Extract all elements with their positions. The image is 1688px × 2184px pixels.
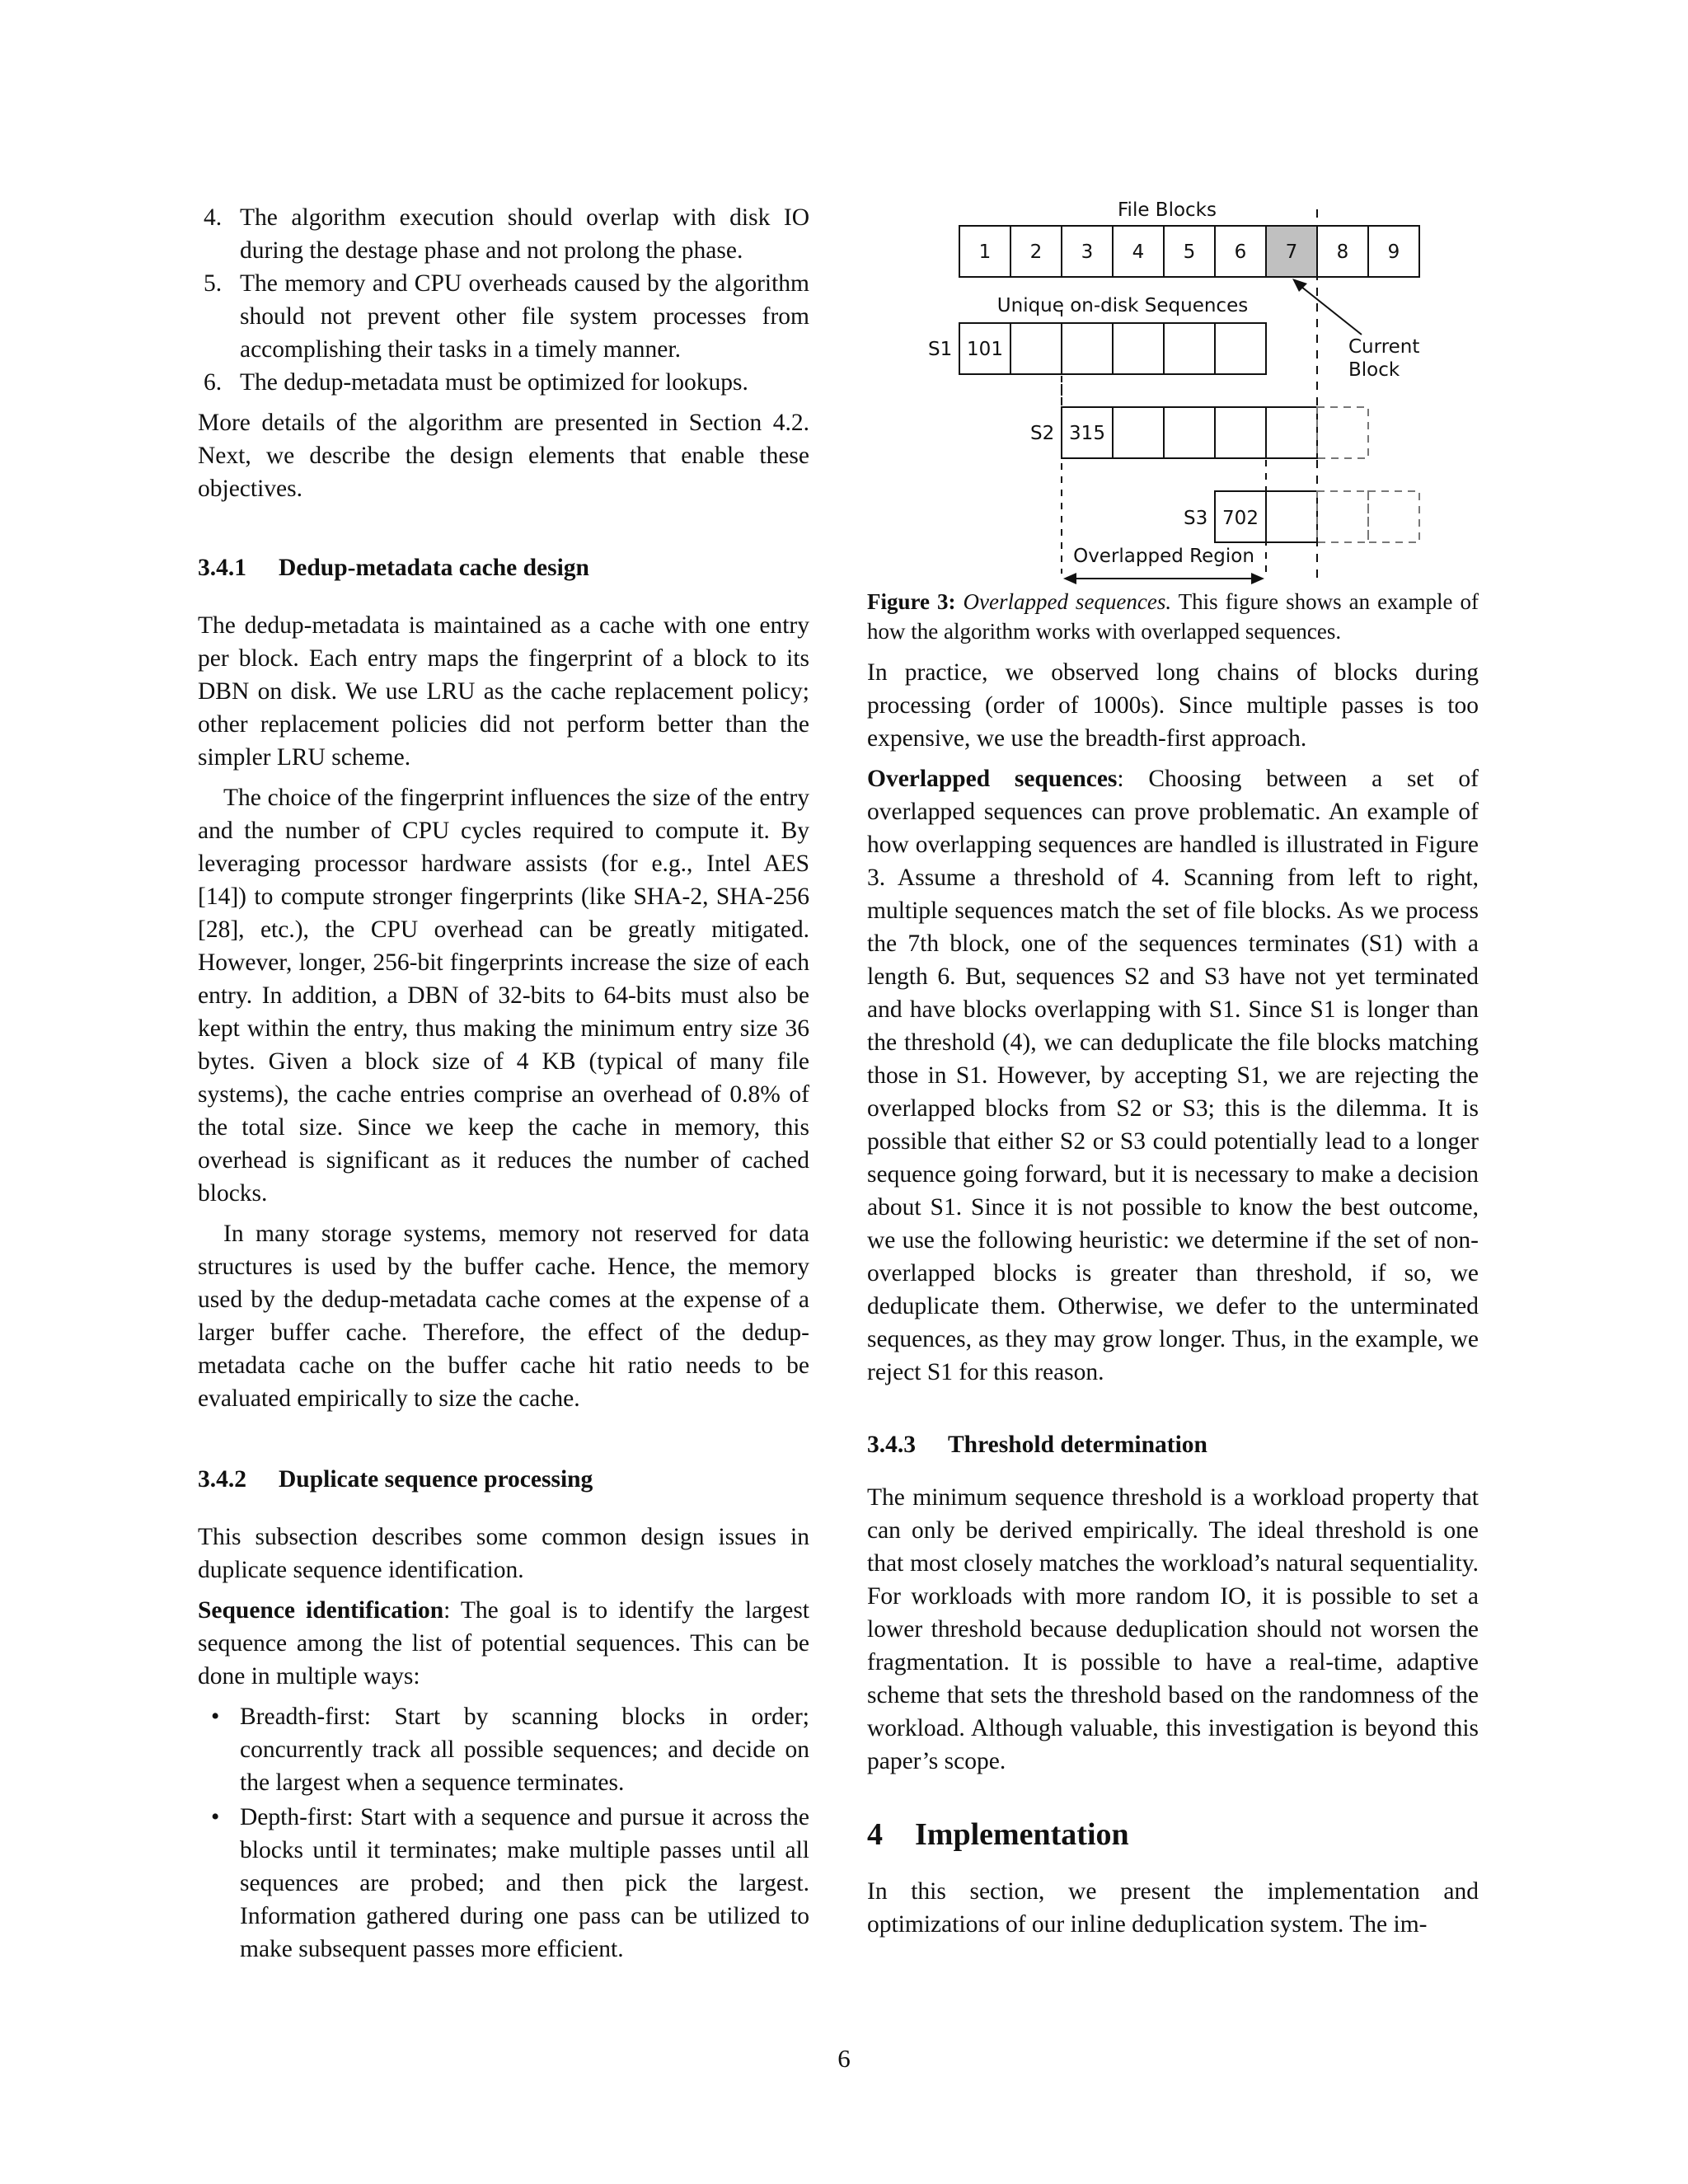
implementation-paragraph: In this section, we present the implementation and optimizations of our inline deduplication system. The im- [867,1878,1479,1938]
unique-sequences-label: Unique on-disk Sequences [996,295,1249,316]
right-column [867,194,1479,1941]
s1-label: S1 [928,339,953,360]
sequence-s2 [1030,407,1368,458]
file-block-number: 9 [1387,241,1400,263]
section-heading-3-4-3: 3.4.3 Threshold determination [867,1432,1207,1458]
requirements-list [198,201,809,399]
s1-block [1113,323,1164,374]
s2-block [1215,407,1266,458]
practice-paragraph: In practice, we observed long chains of blocks during processing (order of 1000s). Since multiple passes is too expensive, we use the breadth-first approach. [867,659,1479,752]
file-blocks-label: File Blocks [1118,199,1217,221]
section-heading-3-4-1: 3.4.1 Dedup-metadata cache design [198,555,589,581]
cache-paragraph-2: The choice of the fingerprint influences the size of the entry and the number of CPU cycles required to compute it. By leveraging processor hardware assists (for e.g., Intel AES [14]) to compute stronger fingerprints (like SHA-2, SHA-256 [28], etc.), the CPU overhead can be greatly mitigated. However, longer, 256-bit fingerprints increase the size of each entry. In addition, a DBN of 32-bits to 64-bits must also be kept within the entry, thus making the minimum entry size 36 bytes. Given a block size of 4 KB (typical of many file systems), the cache entries comprise an overhead of 0.8% of the total size. Since we keep the cache in memory, this overhead is significant as it reduces the number of cached blocks. [198,785,809,1207]
overlap-region-label: Overlapped Region [1073,546,1254,567]
requirement-item: 5. The memory and CPU overheads caused by the algorithm should not prevent other file system processes from accomplishing their tasks in a timely manner. [204,270,809,363]
file-block-number: 8 [1336,241,1349,263]
s3-pending-block [1368,491,1419,542]
overlapped-sequences-diagram [867,194,1479,587]
s3-label: S3 [1184,508,1208,529]
sequence-s3 [1184,491,1419,542]
s2-pending-block [1317,407,1368,458]
sequence-s1 [928,323,1266,374]
requirement-item: 6. The dedup-metadata must be optimized for lookups. [204,369,748,396]
file-block-number: 4 [1132,241,1145,263]
file-block-number: 7 [1285,241,1298,263]
current-block-arrow [1297,284,1362,335]
overlap-arrowhead-right [1251,573,1264,584]
sequence-intro-paragraph: This subsection describes some common design issues in duplicate sequence identification. [198,1524,809,1583]
strategy-item-depth-first: • Depth-first: Start with a sequence and pursue it across the blocks until it terminates; make multiple passes until all sequences are probed; and then pick the largest. Information gathered during one pass can be utilized to make subsequent passes more efficient. [211,1804,809,1962]
s1-block [1062,323,1113,374]
s2-block [1164,407,1215,458]
requirement-item: 4. The algorithm execution should overlap with disk IO during the destage phase and not prolong the phase. [204,204,809,264]
file-blocks-row [959,226,1419,277]
s3-block [1266,491,1317,542]
s2-value: 315 [1069,423,1105,444]
strategy-list [198,1700,809,1966]
intro-paragraph: More details of the algorithm are presented in Section 4.2. Next, we describe the design elements that enable these objectives. [198,410,809,502]
section-heading-4: 4 Implementation [867,1817,1129,1852]
overlap-arrowhead-left [1063,573,1076,584]
file-block-number: 6 [1234,241,1247,263]
file-block-number: 3 [1081,241,1094,263]
current-block-label-line1: Current [1348,336,1420,358]
file-block-number: 2 [1029,241,1043,263]
s3-value: 702 [1222,508,1259,529]
figure-caption: Figure 3: Overlapped sequences. This figure shows an example of how the algorithm works with overlapped sequences. [867,589,1479,644]
threshold-paragraph: The minimum sequence threshold is a workload property that can only be derived empirically. The ideal threshold is one that most closely matches the workload’s natural sequentiality. For workloads with more random IO, it is possible to set a lower threshold because deduplication should not worsen the fragmentation. It is possible to have a real-time, adaptive scheme that sets the threshold based on the randomness of the workload. Although valuable, this investigation is beyond this paper’s scope. [867,1484,1479,1774]
cache-paragraph-3: In many storage systems, memory not reserved for data structures is used by the buffer cache. Hence, the memory used by the dedup-metadata cache comes at the expense of a larger buffer cache. Therefore, the effect of the dedup-metadata cache on the buffer cache hit ratio needs to be evaluated empirically to size the cache. [198,1221,809,1412]
file-block-number: 1 [978,241,992,263]
s2-label: S2 [1030,423,1055,444]
s1-block [1164,323,1215,374]
strategy-item-breadth-first: • Breadth-first: Start by scanning blocks in order; concurrently track all possible sequences; and decide on the largest when a sequence terminates. [211,1704,809,1796]
left-column [198,201,809,1967]
s2-block [1266,407,1317,458]
file-block-number: 5 [1183,241,1196,263]
figure-3 [867,194,1479,587]
current-block-label-line2: Block [1348,359,1400,381]
s3-pending-block [1317,491,1368,542]
s2-block [1113,407,1164,458]
s1-value: 101 [967,339,1003,360]
section-heading-3-4-2: 3.4.2 Duplicate sequence processing [198,1466,593,1493]
cache-paragraph-1: The dedup-metadata is maintained as a cache with one entry per block. Each entry maps the fingerprint of a block to its DBN on disk. We use LRU as the cache replacement policy; other replacement policies did not perform better than the simpler LRU scheme. [198,612,809,771]
page-number: 6 [837,2044,851,2073]
s1-block [1215,323,1266,374]
s1-block [1010,323,1062,374]
overlapped-sequences-paragraph: Overlapped sequences: Choosing between a set of overlapped sequences can prove problematic. An example of how overlapping sequences are handled is illustrated in Figure 3. Assume a threshold of 4. Scanning from left to right, multiple sequences match the set of file blocks. As we process the 7th block, one of the sequences terminates (S1) with a length 6. But, sequences S2 and S3 have not yet terminated and have blocks overlapping with S1. Since S1 is longer than the threshold (4), we can deduplicate the file blocks matching those in S1. However, by accepting S1, we are rejecting the overlapped blocks from S2 or S3; this is the dilemma. It is possible that either S2 or S3 could potentially lead to a longer sequence going forward, but it is necessary to make a decision about S1. Since it is not possible to know the best outcome, we use the following heuristic: we determine if the set of non-overlapped blocks is greater than threshold, if so, we deduplicate them. Otherwise, we defer to the unterminated sequences, as they may grow longer. Thus, in the example, we reject S1 for this reason. [867,766,1479,1385]
sequence-identification-paragraph: Sequence identification: The goal is to identify the largest sequence among the list of potential sequences. This can be done in multiple ways: [198,1597,809,1690]
